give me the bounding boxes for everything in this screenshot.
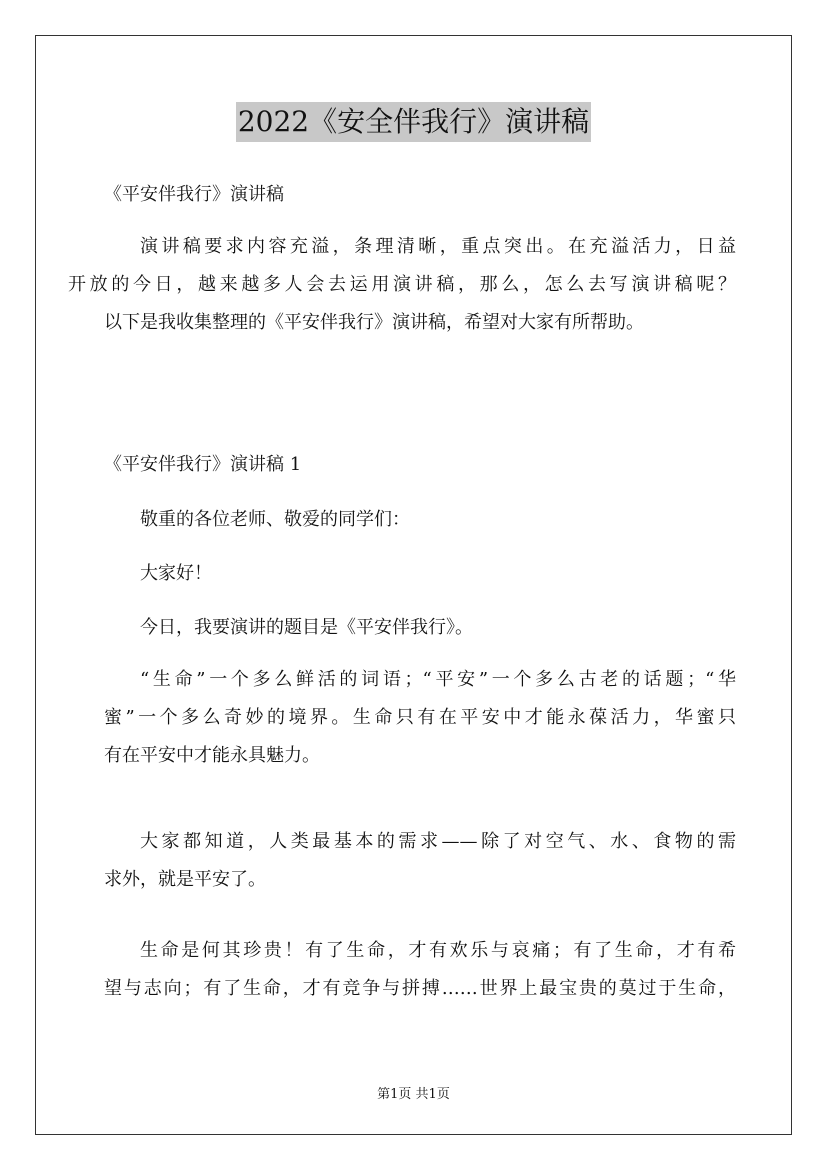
paragraph-3-line-1: 生命是何其珍贵！有了生命，才有欢乐与哀痛；有了生命，才有希 bbox=[140, 940, 736, 961]
document-title bbox=[0, 102, 827, 142]
page-footer: 第1页 共1页 bbox=[377, 1087, 450, 1102]
paragraph-1-line-3: 有在平安中才能永具魅力。 bbox=[104, 745, 320, 766]
intro-paragraph bbox=[68, 228, 736, 342]
paragraph-3 bbox=[104, 932, 736, 1008]
paragraph-1 bbox=[104, 661, 736, 775]
subtitle: 《平安伴我行》演讲稿 bbox=[104, 184, 284, 205]
paragraph-3-line-2: 望与志向；有了生命，才有竞争与拼搏……世界上最宝贵的莫过于生命， bbox=[104, 978, 736, 999]
greeting: 敬重的各位老师、敬爱的同学们： bbox=[140, 509, 410, 530]
paragraph-2-line-1: 大家都知道，人类最基本的需求——除了对空气、水、食物的需 bbox=[140, 831, 736, 852]
intro-line-1: 演讲稿要求内容充溢，条理清晰，重点突出。在充溢活力，日益 bbox=[140, 236, 736, 257]
paragraph-2 bbox=[104, 823, 736, 899]
paragraph-2-line-2: 求外，就是平安了。 bbox=[104, 869, 266, 890]
section-heading: 《平安伴我行》演讲稿 1 bbox=[104, 454, 302, 475]
hello: 大家好！ bbox=[140, 563, 212, 584]
intro-line-3: 以下是我收集整理的《平安伴我行》演讲稿，希望对大家有所帮助。 bbox=[104, 312, 644, 333]
document-title-text: 2022《安全伴我行》演讲稿 bbox=[236, 102, 591, 142]
intro-line-2: 开放的今日，越来越多人会去运用演讲稿，那么，怎么去写演讲稿呢？ bbox=[68, 274, 736, 295]
paragraph-1-line-1: “生命”一个多么鲜活的词语；“平安”一个多么古老的话题；“华 bbox=[140, 669, 736, 690]
topic: 今日，我要演讲的题目是《平安伴我行》。 bbox=[140, 617, 473, 638]
paragraph-1-line-2: 蜜”一个多么奇妙的境界。生命只有在平安中才能永葆活力，华蜜只 bbox=[104, 707, 736, 728]
